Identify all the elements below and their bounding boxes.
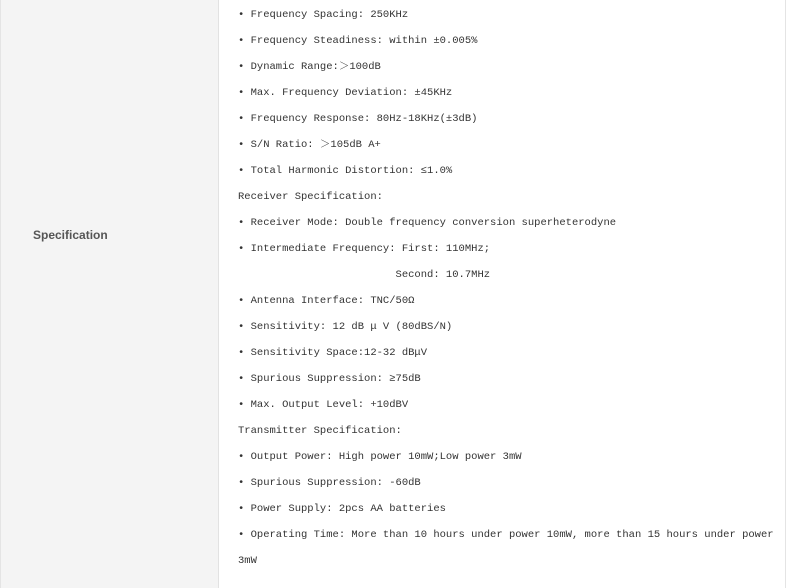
spec-line: • Operating Time: More than 10 hours under power 10mW, more than 15 hours under power <box>238 529 774 541</box>
value-cell <box>219 0 785 588</box>
spec-line: • S/N Ratio: ＞105dB A+ <box>238 139 381 151</box>
spec-line: • Spurious Suppression: -60dB <box>238 477 421 489</box>
section-heading-receiver: Receiver Specification: <box>238 191 383 203</box>
spec-line: • Total Harmonic Distortion: ≤1.0% <box>238 165 453 177</box>
spec-line-continuation: 3mW <box>238 555 257 567</box>
spec-line: • Max. Frequency Deviation: ±45KHz <box>238 87 453 99</box>
spec-list <box>238 2 774 574</box>
section-heading-transmitter: Transmitter Specification: <box>238 425 402 437</box>
label-cell <box>1 0 219 588</box>
spec-line: • Sensitivity: 12 dB μ V (80dBS/N) <box>238 321 453 333</box>
spec-line: • Intermediate Frequency: First: 110MHz; <box>238 243 491 255</box>
spec-line: • Spurious Suppression: ≥75dB <box>238 373 421 385</box>
spec-line: • Antenna Interface: TNC/50Ω <box>238 295 415 307</box>
spec-line: • Sensitivity Space:12-32 dBμV <box>238 347 428 359</box>
spec-line: • Frequency Steadiness: within ±0.005% <box>238 35 478 47</box>
specification-label: Specification <box>33 228 108 242</box>
spec-line: • Power Supply: 2pcs AA batteries <box>238 503 446 515</box>
spec-line: • Dynamic Range:＞100dB <box>238 61 381 73</box>
spec-line: • Frequency Spacing: 250KHz <box>238 9 409 21</box>
spec-line-continuation: Second: 10.7MHz <box>238 269 491 281</box>
spec-line: • Output Power: High power 10mW;Low power 3mW <box>238 451 522 463</box>
spec-line: • Receiver Mode: Double frequency conversion superheterodyne <box>238 217 617 229</box>
spec-line: • Frequency Response: 80Hz-18KHz(±3dB) <box>238 113 478 125</box>
spec-line: • Max. Output Level: +10dBV <box>238 399 409 411</box>
